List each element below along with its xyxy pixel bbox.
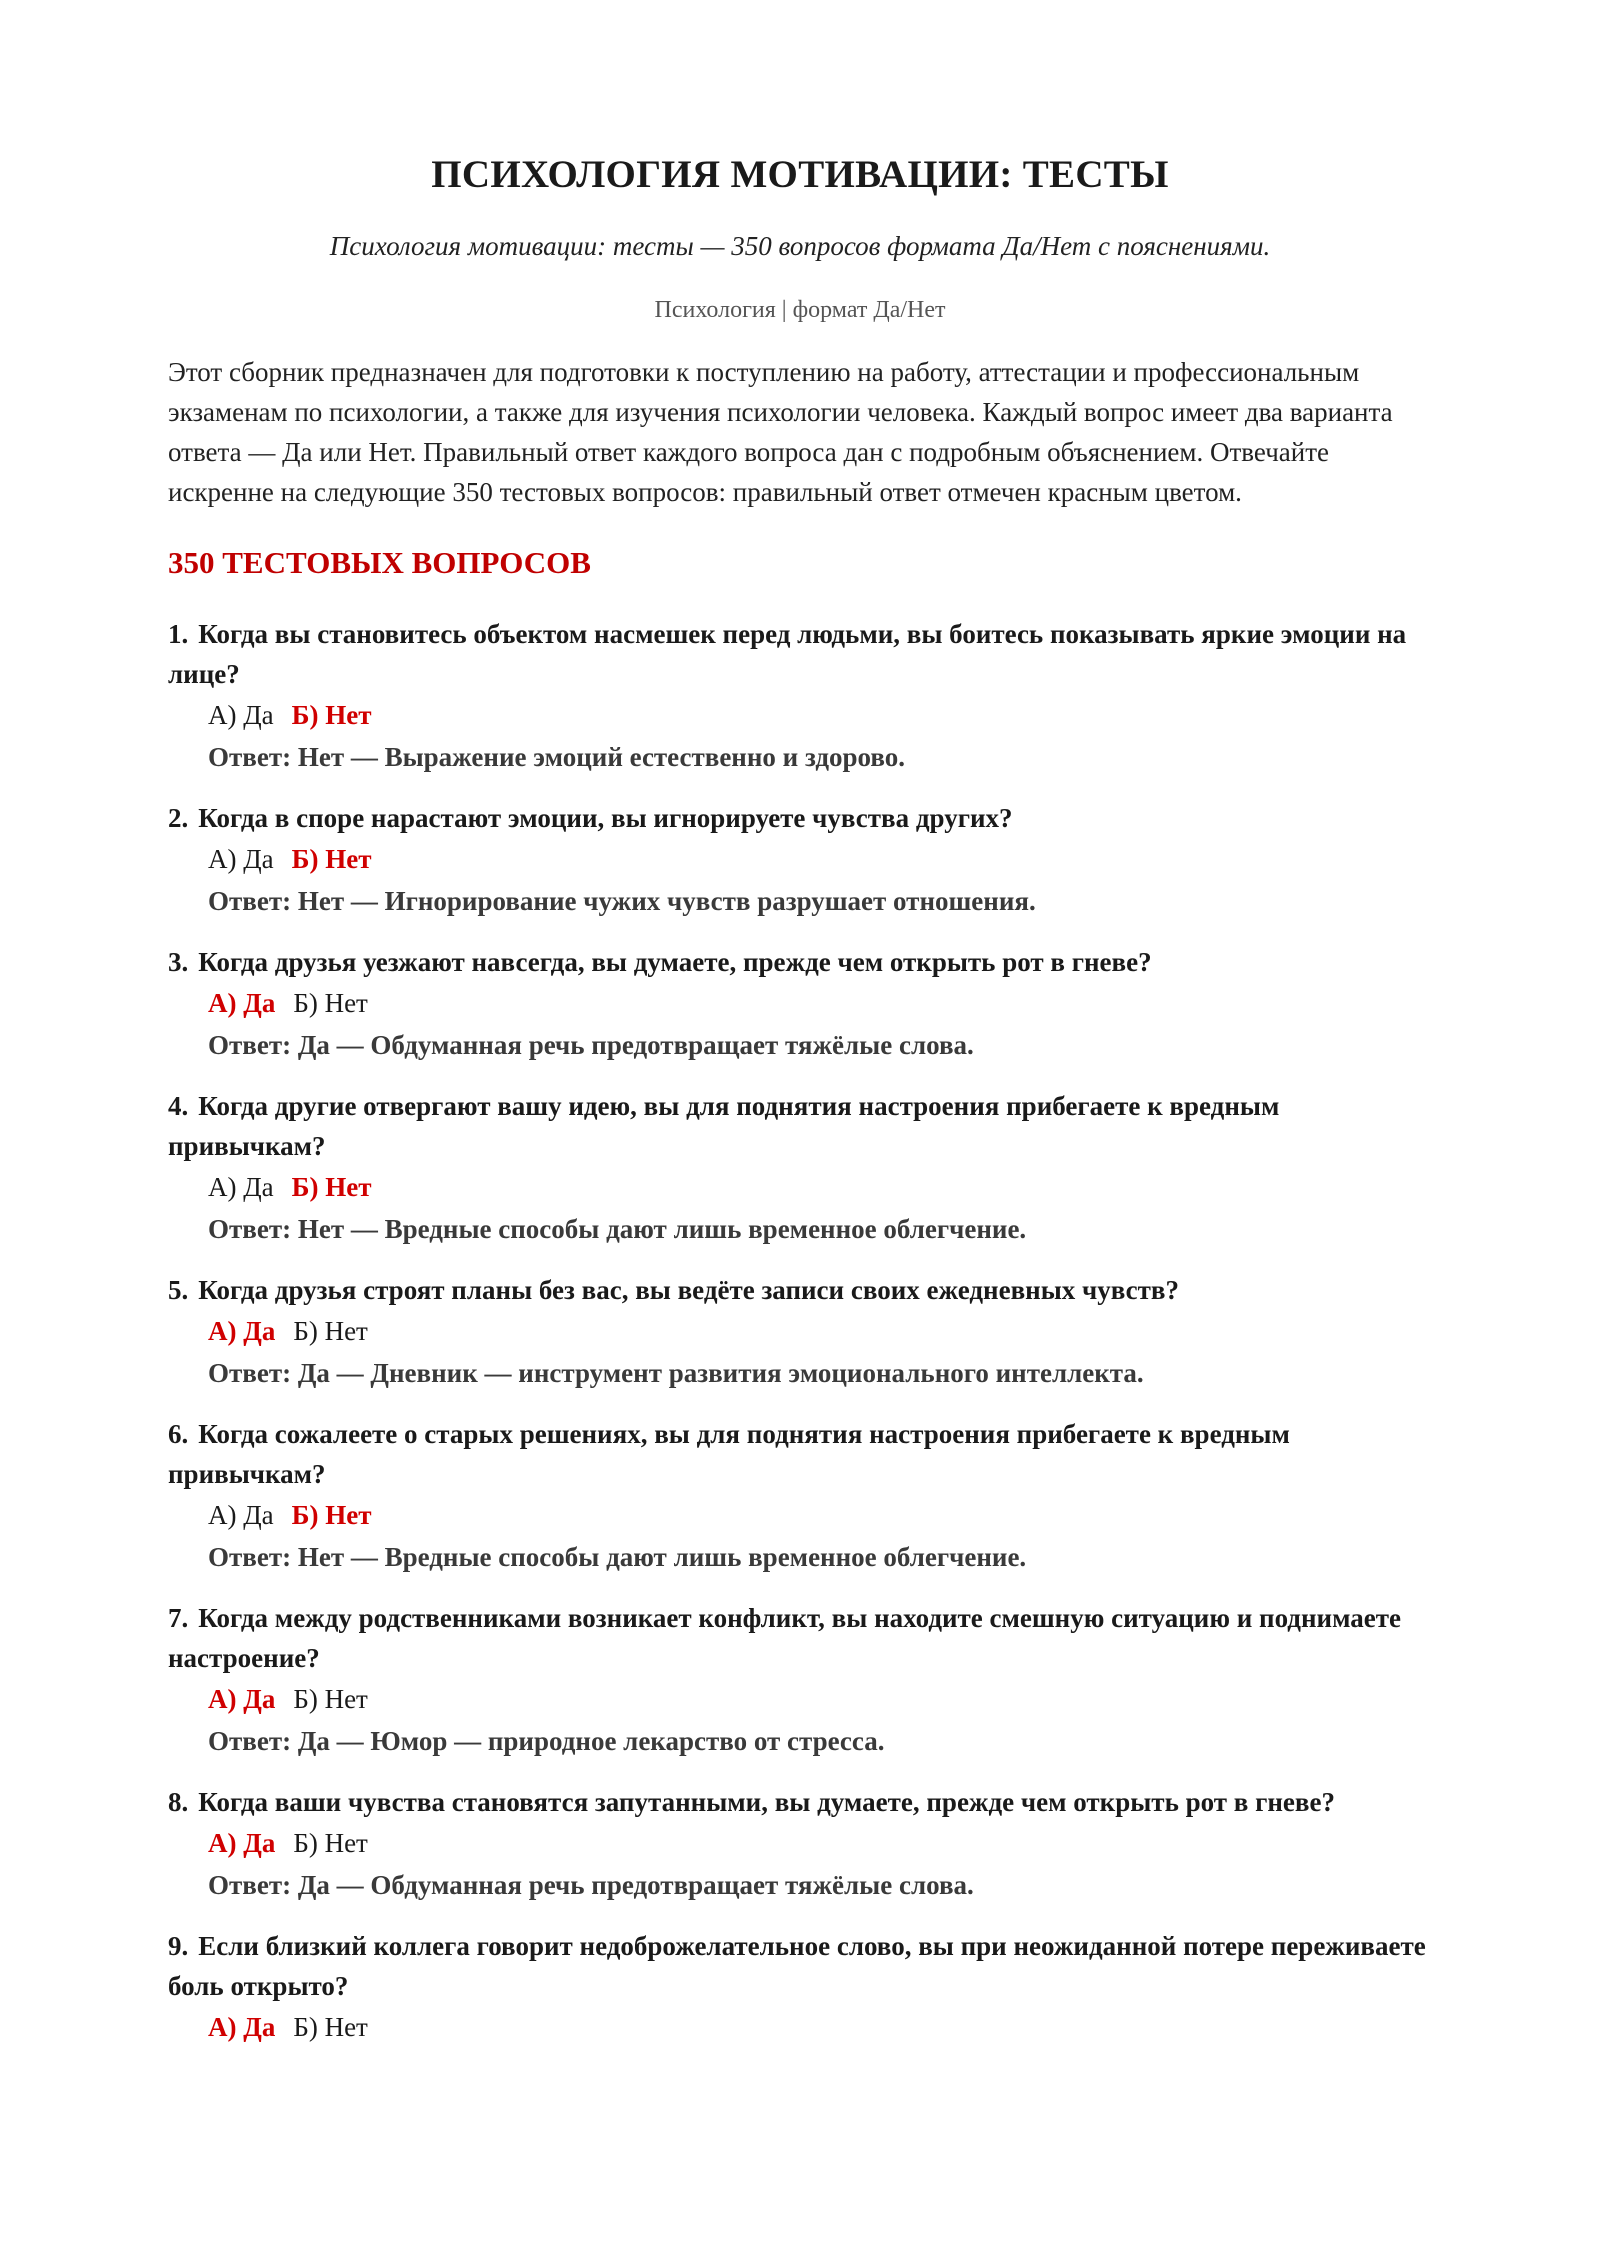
question-body: Когда другие отвергают вашу идею, вы для поднятия настроения прибегаете к вредным привычкам? bbox=[168, 1091, 1280, 1161]
answer-explanation: Ответ: Нет — Вредные способы дают лишь временное облегчение. bbox=[208, 1214, 1027, 1244]
question-item bbox=[168, 942, 1432, 1066]
option-a-correct: А) Да bbox=[208, 1684, 276, 1714]
question-item bbox=[168, 1086, 1432, 1250]
option-b: Б) Нет bbox=[293, 1684, 368, 1714]
question-text bbox=[168, 798, 1432, 838]
question-item bbox=[168, 614, 1432, 778]
answer-explanation: Ответ: Да — Обдуманная речь предотвращает тяжёлые слова. bbox=[208, 1030, 974, 1060]
option-b-correct: Б) Нет bbox=[291, 1500, 372, 1530]
document-subtitle: Психология мотивации: тесты — 350 вопросов формата Да/Нет с пояснениями. bbox=[329, 231, 1271, 261]
document-meta: Психология | формат Да/Нет bbox=[654, 297, 946, 323]
answer-explanation: Ответ: Да — Обдуманная речь предотвращает тяжёлые слова. bbox=[208, 1870, 974, 1900]
option-a-correct: А) Да bbox=[208, 988, 276, 1018]
option-a: А) Да bbox=[208, 1172, 274, 1202]
question-text bbox=[168, 1270, 1432, 1310]
question-text bbox=[168, 614, 1432, 694]
answer-options bbox=[168, 982, 1432, 1024]
option-a-correct: А) Да bbox=[208, 2012, 276, 2042]
question-text bbox=[168, 942, 1432, 982]
document-intro: Этот сборник предназначен для подготовки к поступлению на работу, аттестации и профессиональным экзаменам по психологии, а также для изучения психологии человека. Каждый вопрос имеет два варианта ответа — Да или Нет. Правильный ответ каждого вопроса дан с подробным объяснением. Отвечайте искренне на следующие 350 тестовых вопросов: правильный ответ отмечен красным цветом. bbox=[168, 357, 1393, 507]
question-text bbox=[168, 1782, 1432, 1822]
question-number: 3. bbox=[168, 947, 189, 977]
answer-explanation: Ответ: Да — Дневник — инструмент развития эмоционального интеллекта. bbox=[208, 1358, 1144, 1388]
section-heading: 350 ТЕСТОВЫХ ВОПРОСОВ bbox=[168, 545, 591, 580]
option-a: А) Да bbox=[208, 1500, 274, 1530]
question-text bbox=[168, 1926, 1432, 2006]
question-list bbox=[168, 614, 1432, 2048]
answer-options bbox=[168, 1494, 1432, 1536]
question-number: 9. bbox=[168, 1931, 189, 1961]
question-body: Когда друзья уезжают навсегда, вы думаете, прежде чем открыть рот в гневе? bbox=[198, 947, 1152, 977]
question-body: Когда сожалеете о старых решениях, вы для поднятия настроения прибегаете к вредным привычкам? bbox=[168, 1419, 1290, 1489]
answer-options bbox=[168, 694, 1432, 736]
option-a-correct: А) Да bbox=[208, 1828, 276, 1858]
option-b: Б) Нет bbox=[293, 1316, 368, 1346]
answer-options bbox=[168, 1822, 1432, 1864]
question-item bbox=[168, 1270, 1432, 1394]
answer-explanation: Ответ: Нет — Выражение эмоций естественно и здорово. bbox=[208, 742, 905, 772]
question-item bbox=[168, 1926, 1432, 2048]
question-number: 1. bbox=[168, 619, 189, 649]
question-body: Когда вы становитесь объектом насмешек перед людьми, вы боитесь показывать яркие эмоции на лице? bbox=[168, 619, 1407, 689]
document-title: ПСИХОЛОГИЯ МОТИВАЦИИ: ТЕСТЫ bbox=[431, 153, 1169, 196]
question-item bbox=[168, 1782, 1432, 1906]
option-b: Б) Нет bbox=[293, 2012, 368, 2042]
option-b-correct: Б) Нет bbox=[291, 844, 372, 874]
question-body: Когда ваши чувства становятся запутанными, вы думаете, прежде чем открыть рот в гневе? bbox=[198, 1787, 1335, 1817]
question-body: Когда между родственниками возникает конфликт, вы находите смешную ситуацию и поднимаете настроение? bbox=[168, 1603, 1402, 1673]
answer-explanation: Ответ: Нет — Вредные способы дают лишь временное облегчение. bbox=[208, 1542, 1027, 1572]
answer-options bbox=[168, 838, 1432, 880]
question-body: Когда в споре нарастают эмоции, вы игнорируете чувства других? bbox=[198, 803, 1013, 833]
answer-options bbox=[168, 1678, 1432, 1720]
question-text bbox=[168, 1086, 1432, 1166]
question-number: 2. bbox=[168, 803, 189, 833]
answer-explanation: Ответ: Нет — Игнорирование чужих чувств разрушает отношения. bbox=[208, 886, 1036, 916]
answer-options bbox=[168, 1310, 1432, 1352]
option-b-correct: Б) Нет bbox=[291, 1172, 372, 1202]
question-text bbox=[168, 1414, 1432, 1494]
option-b: Б) Нет bbox=[293, 1828, 368, 1858]
option-a: А) Да bbox=[208, 700, 274, 730]
question-item bbox=[168, 1598, 1432, 1762]
question-item bbox=[168, 798, 1432, 922]
question-item bbox=[168, 1414, 1432, 1578]
question-text bbox=[168, 1598, 1432, 1678]
option-b: Б) Нет bbox=[293, 988, 368, 1018]
question-body: Когда друзья строят планы без вас, вы ведёте записи своих ежедневных чувств? bbox=[198, 1275, 1180, 1305]
option-b-correct: Б) Нет bbox=[291, 700, 372, 730]
question-number: 7. bbox=[168, 1603, 189, 1633]
question-number: 5. bbox=[168, 1275, 189, 1305]
question-body: Если близкий коллега говорит недоброжелательное слово, вы при неожиданной потере переживаете боль открыто? bbox=[168, 1931, 1426, 2001]
option-a-correct: А) Да bbox=[208, 1316, 276, 1346]
option-a: А) Да bbox=[208, 844, 274, 874]
question-number: 8. bbox=[168, 1787, 189, 1817]
answer-explanation: Ответ: Да — Юмор — природное лекарство от стресса. bbox=[208, 1726, 885, 1756]
answer-options bbox=[168, 1166, 1432, 1208]
question-number: 4. bbox=[168, 1091, 189, 1121]
question-number: 6. bbox=[168, 1419, 189, 1449]
answer-options bbox=[168, 2006, 1432, 2048]
